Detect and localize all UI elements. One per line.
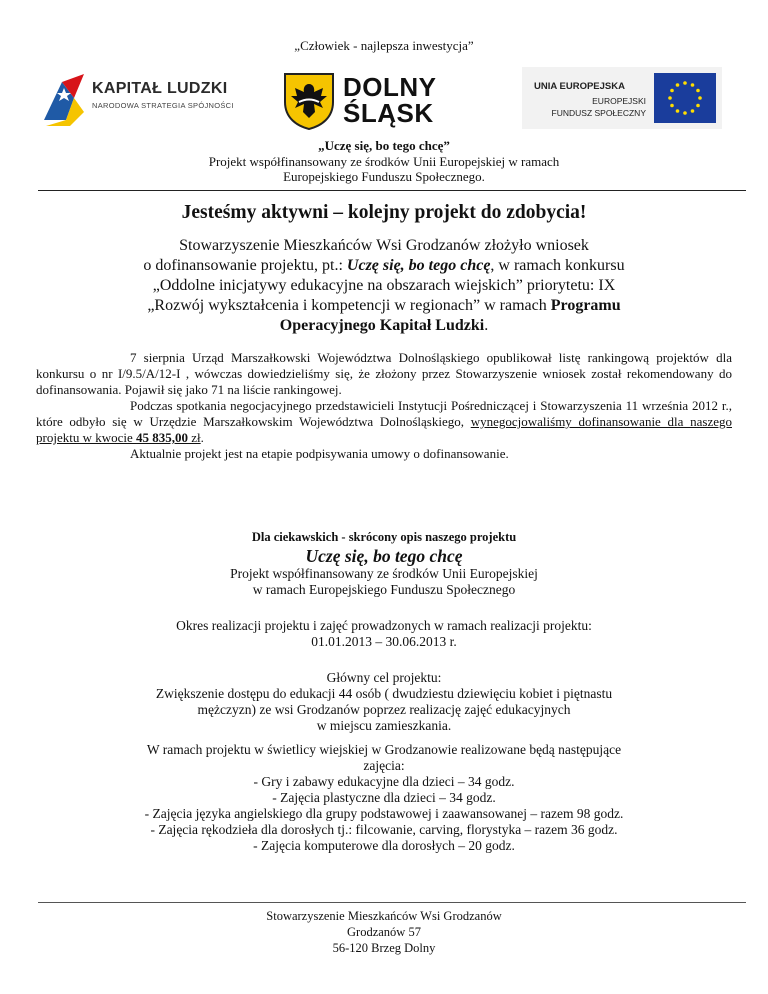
footer — [0, 908, 768, 956]
cofinance-line-1: Projekt współfinansowany ze środków Unii Europejskiej w ramach — [208, 153, 560, 169]
lead-line-4: „Rozwój wykształcenia i kompetencji w regionach” w ramach Programu — [147, 297, 621, 314]
lead-line-3: „Oddolne inicjatywy edukacyjne na obszarach wiejskich” priorytetu: IX — [152, 277, 616, 294]
eagle-shield-icon — [283, 72, 335, 130]
eu-logo-line3: FUNDUSZ SPOŁECZNY — [551, 108, 646, 118]
eu-flag-icon — [654, 73, 716, 123]
kapital-ludzki-subtitle: NARODOWA STRATEGIA SPÓJNOŚCI — [92, 101, 234, 110]
project-period — [0, 618, 768, 650]
goal-line-3: w miejscu zamieszkania. — [316, 718, 452, 733]
dolny-slask-logo — [283, 72, 483, 130]
kapital-ludzki-title: KAPITAŁ LUDZKI — [92, 80, 228, 97]
body-text — [36, 350, 732, 462]
activities-list — [0, 742, 768, 854]
activities-intro-1: W ramach projektu w świetlicy wiejskiej w Grodzanowie realizowane będą następujące — [146, 742, 622, 757]
goal-line-2: mężczyzn) ze wsi Grodzanów poprzez realizację zajęć edukacyjnych — [197, 702, 571, 717]
cofinance-line-2: Europejskiego Funduszu Społecznego. — [283, 169, 485, 184]
eu-logo-line1: UNIA EUROPEJSKA — [534, 81, 625, 92]
lead-paragraph — [60, 236, 708, 336]
summary-project-name: Uczę się, bo tego chcę — [305, 546, 463, 566]
summary-cofinance-line-1: Projekt współfinansowany ze środków Unii Europejskiej — [230, 566, 538, 581]
period-dates: 01.01.2013 – 30.06.2013 r. — [311, 634, 457, 649]
activity-item: - Zajęcia komputerowe dla dorosłych – 20 godz. — [253, 838, 515, 853]
body-paragraph-3: Aktualnie projekt jest na etapie podpisywania umowy o dofinansowanie. — [130, 446, 509, 461]
lead-line-1: Stowarzyszenie Mieszkańców Wsi Grodzanów złożyło wniosek — [179, 237, 589, 254]
project-header — [0, 138, 768, 185]
page-headline: Jesteśmy aktywni – kolejny projekt do zdobycia! — [181, 202, 587, 223]
summary-cofinance-line-2: w ramach Europejskiego Funduszu Społecznego — [252, 582, 516, 597]
footer-address: Grodzanów 57 — [347, 925, 421, 939]
kapital-ludzki-emblem-icon — [40, 68, 88, 128]
activity-item: - Gry i zabawy edukacyjne dla dzieci – 34 godz. — [253, 774, 515, 789]
tagline: „Człowiek - najlepsza inwestycja” — [294, 38, 474, 53]
summary-title: Dla ciekawskich - skrócony opis naszego projektu — [251, 530, 517, 544]
period-label: Okres realizacji projektu i zajęć prowadzonych w ramach realizacji projektu: — [176, 618, 592, 633]
activities-intro-2: zajęcia: — [363, 758, 405, 773]
dolny-slask-line2: ŚLĄSK — [343, 98, 434, 128]
activity-item: - Zajęcia języka angielskiego dla grupy podstawowej i zaawansowanej – razem 98 godz. — [144, 806, 624, 821]
body-paragraph-2: Podczas spotkania negocjacyjnego przedstawicieli Instytucji Pośredniczącej i Stowarzyszenia 11 września 2012 r., które odbyło się w Urzędzie Marszałkowskim Województwa Dolnośląskiego, wynegocjowaliśmy dofinansowanie dla naszego projektu w kwocie 45 835,00 zł. — [36, 398, 732, 445]
footer-org-name: Stowarzyszenie Mieszkańców Wsi Grodzanów — [266, 909, 502, 923]
project-quote: „Uczę się, bo tego chcę” — [318, 138, 450, 153]
body-paragraph-1: 7 sierpnia Urząd Marszałkowski Województwa Dolnośląskiego opublikował listę rankingową projektów dla konkursu o nr I/9.5/A/12-I , wówczas dowiedzieliśmy się, że złożony przez Stowarzyszenie wniosek został rekomendowany do dofinansowania. Pojawił się jako 71 na liście rankingowej. — [36, 350, 732, 397]
kapital-ludzki-logo — [40, 68, 240, 128]
summary-cofinance — [0, 566, 768, 598]
lead-line-5: Operacyjnego Kapitał Ludzki. — [279, 317, 489, 334]
eu-logo-line2: EUROPEJSKI — [592, 96, 646, 106]
project-goal — [0, 670, 768, 734]
footer-postcode: 56-120 Brzeg Dolny — [332, 941, 436, 955]
activity-item: - Zajęcia rękodzieła dla dorosłych tj.: filcowanie, carving, florystyka – razem 36 godz. — [150, 822, 618, 837]
dolny-slask-line1: DOLNY — [343, 72, 437, 102]
goal-label: Główny cel projektu: — [326, 670, 442, 685]
lead-line-2: o dofinansowanie projektu, pt.: Uczę się, bo tego chcę, w ramach konkursu — [143, 257, 625, 274]
footer-divider — [38, 902, 746, 903]
activity-item: - Zajęcia plastyczne dla dzieci – 34 godz. — [272, 790, 496, 805]
eu-logo — [522, 67, 722, 129]
goal-line-1: Zwiększenie dostępu do edukacji 44 osób ( dwudziestu dziewięciu kobiet i piętnastu — [155, 686, 613, 701]
header-divider — [38, 190, 746, 191]
